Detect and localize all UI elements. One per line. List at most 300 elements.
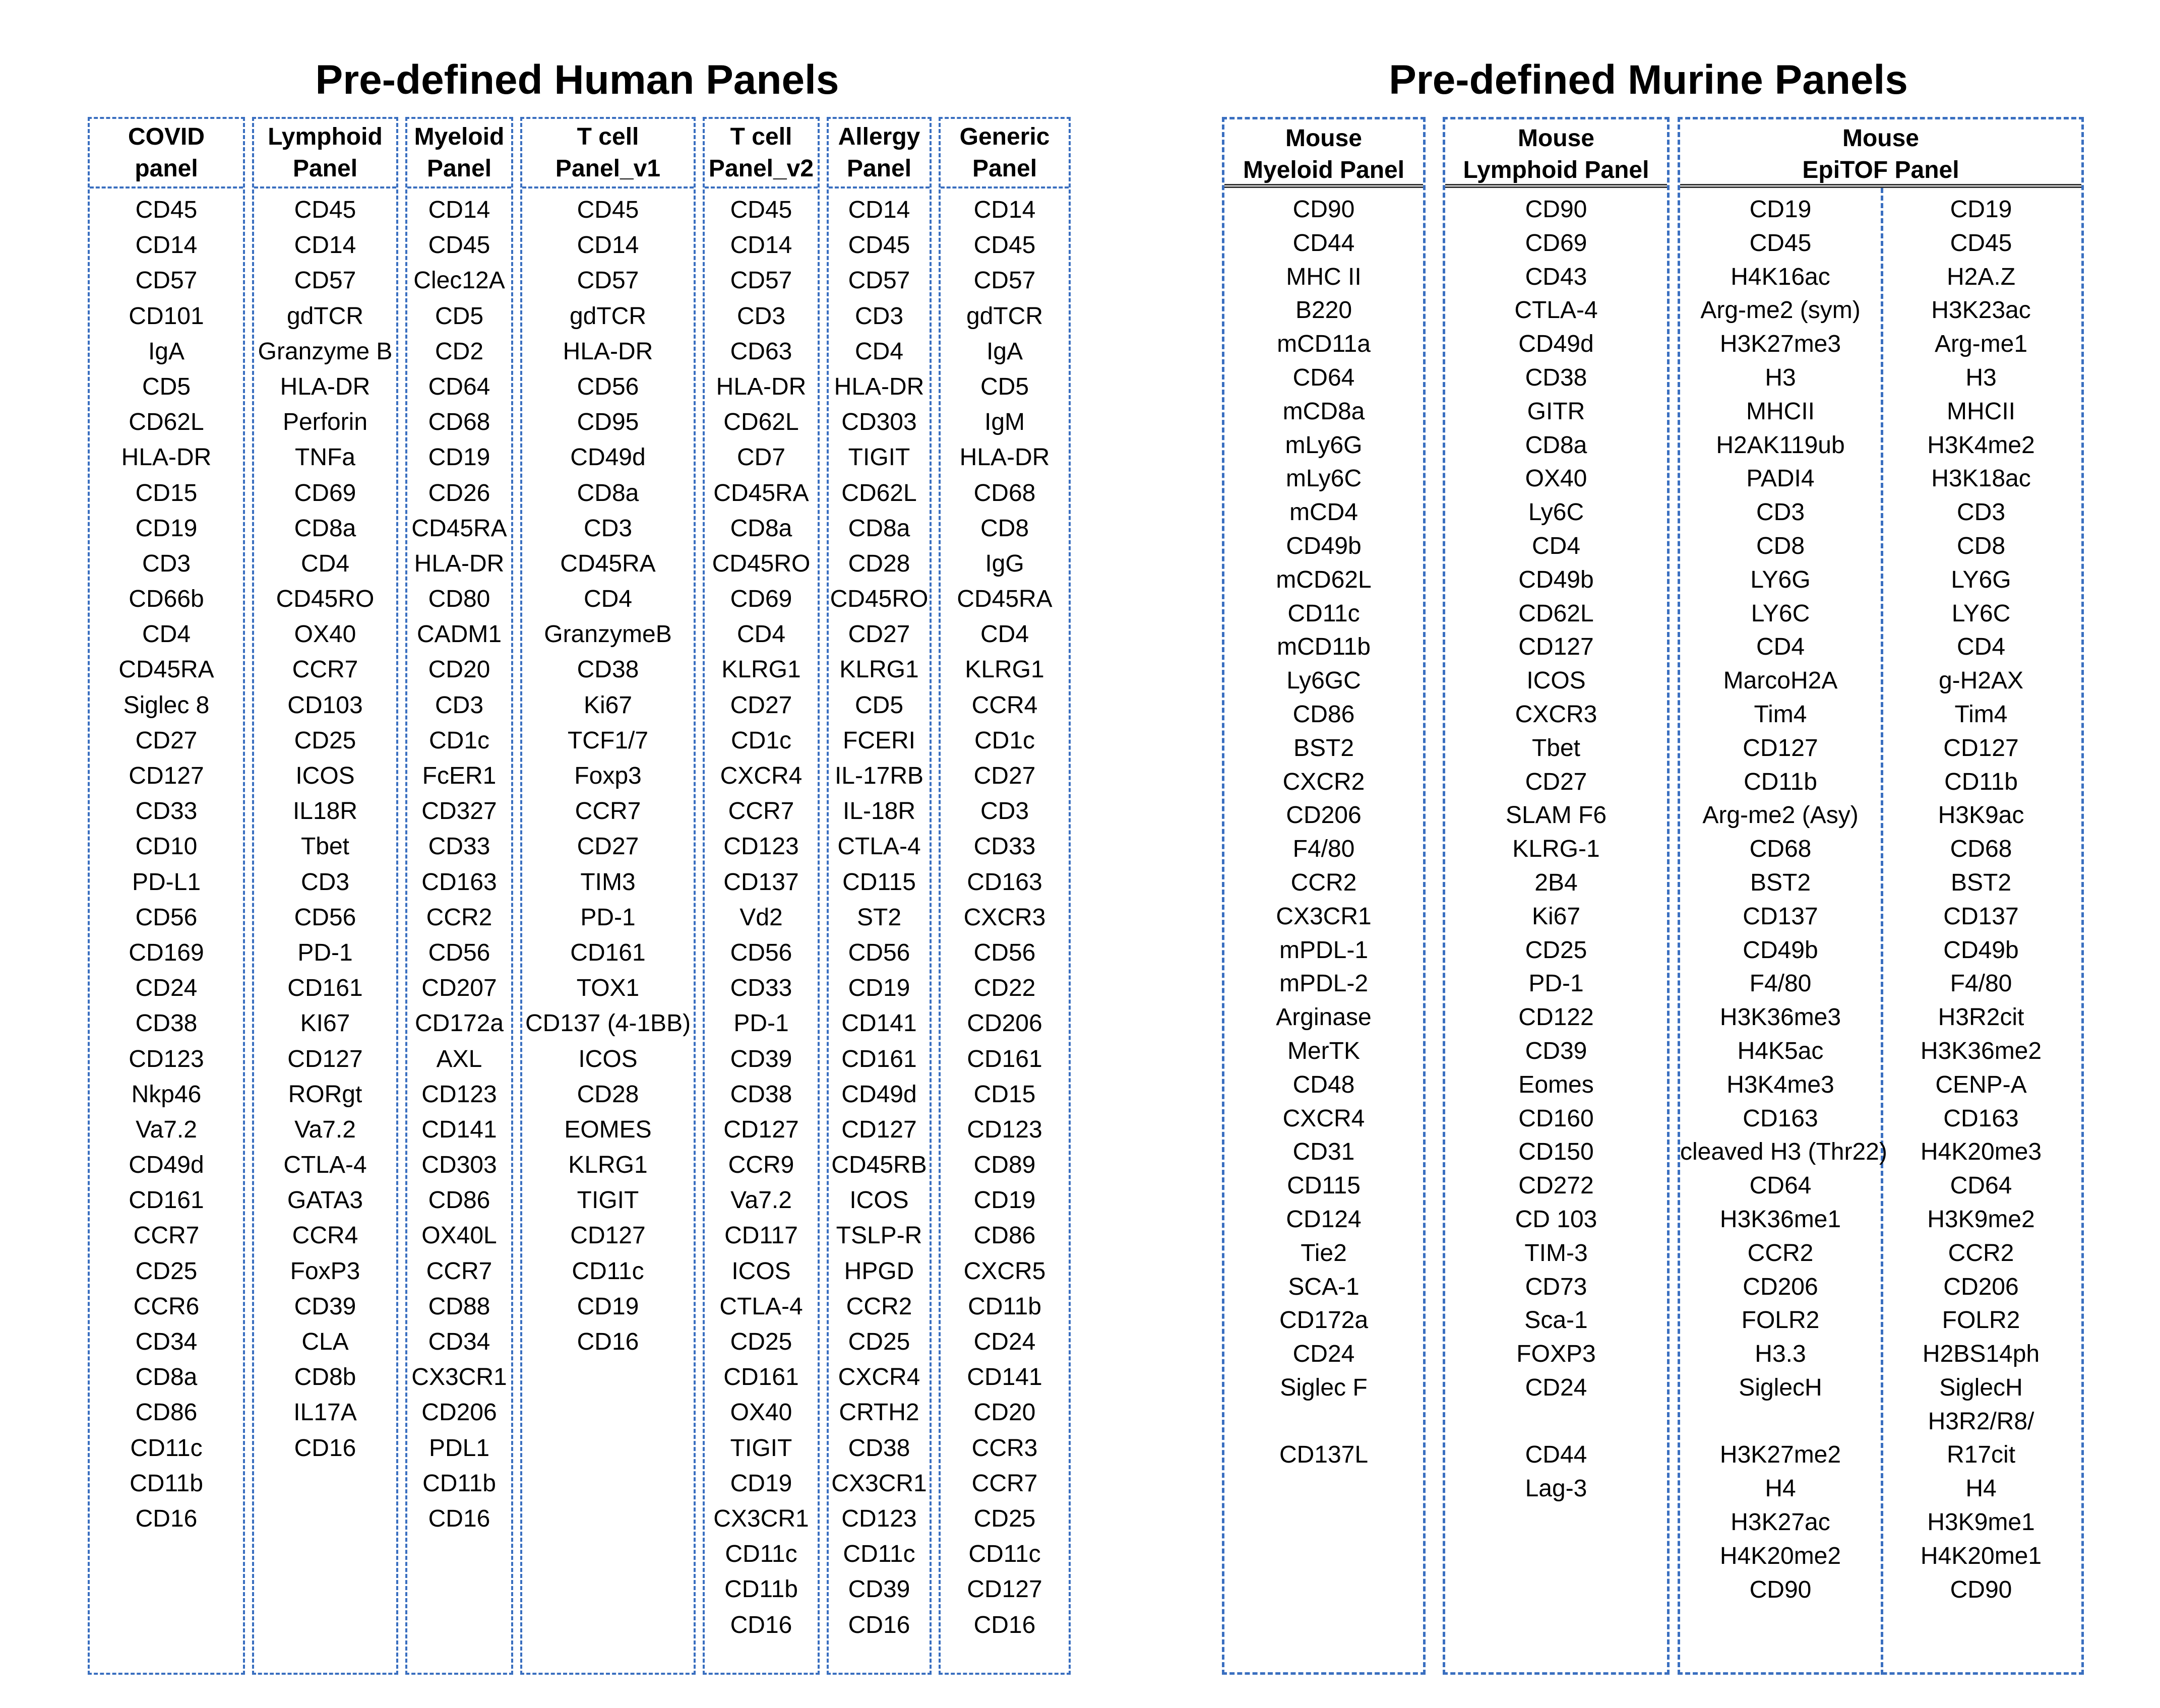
marker-item: CENP-A: [1935, 1071, 2027, 1098]
marker-item: CD68: [428, 409, 490, 436]
marker-item: FOLR2: [1741, 1307, 1820, 1334]
marker-item: OX40: [730, 1399, 792, 1426]
marker-item: CD57: [730, 267, 792, 294]
marker-item: CD48: [1292, 1071, 1355, 1098]
marker-item: Ki67: [583, 691, 633, 719]
marker-item: GITR: [1527, 398, 1585, 425]
marker-item: SiglecH: [1939, 1374, 2023, 1401]
marker-item: CD57: [973, 267, 1036, 294]
marker-item: CD20: [428, 656, 490, 683]
marker-item: CD16: [973, 1611, 1036, 1638]
marker-item: CD14: [135, 232, 198, 259]
marker-item: CD24: [135, 975, 198, 1002]
marker-item: gdTCR: [569, 302, 647, 330]
marker-item: CD33: [428, 833, 490, 860]
marker-item: CCR4: [292, 1222, 358, 1249]
marker-item: SCA-1: [1288, 1273, 1360, 1300]
marker-item: BST2: [1293, 734, 1354, 762]
marker-item: ICOS: [1526, 667, 1586, 694]
mouse-myeloid-panel-column: [1222, 117, 1426, 1675]
marker-item: CD25: [135, 1257, 198, 1285]
marker-item: CD49b: [1286, 532, 1362, 559]
marker-item: CD16: [428, 1505, 490, 1532]
marker-item: CD26: [428, 479, 490, 507]
marker-item: Ly6GC: [1286, 667, 1361, 694]
marker-item: CD163: [1943, 1105, 2019, 1132]
marker-item: CD45RA: [713, 479, 809, 507]
marker-item: H3K4me2: [1927, 431, 2035, 459]
marker-item: PD-1: [297, 939, 353, 966]
marker-item: Siglec F: [1280, 1374, 1368, 1401]
marker-item: CD3: [142, 550, 191, 577]
marker-item: CXCR3: [1515, 701, 1597, 728]
marker-item: H3K27me2: [1719, 1441, 1841, 1469]
marker-item: CD5: [142, 373, 191, 400]
marker-item: CD25: [730, 1329, 792, 1355]
marker-item: CD45: [294, 197, 356, 223]
marker-list: [1445, 189, 1667, 1506]
marker-item: [1445, 1405, 1667, 1439]
marker-item: CD24: [1525, 1374, 1587, 1401]
marker-item: CD172a: [414, 1010, 504, 1037]
marker-list: [1224, 189, 1423, 1472]
marker-item: CD86: [428, 1187, 490, 1214]
marker-item: CD56: [730, 939, 792, 966]
marker-item: CD4: [854, 338, 904, 365]
marker-item: CD8a: [848, 515, 910, 542]
marker-item: CD64: [428, 373, 490, 400]
marker-item: CD161: [570, 939, 646, 966]
marker-item: CD8a: [730, 515, 792, 542]
marker-item: CD11b: [724, 1576, 798, 1603]
marker-item: CD141: [967, 1364, 1042, 1391]
marker-item: CD1c: [428, 727, 490, 754]
column-header: Mouse EpiTOF Panel: [1802, 124, 1959, 183]
marker-item: CD95: [577, 409, 639, 436]
marker-item: CD19: [848, 975, 910, 1002]
marker-item: CD22: [973, 975, 1036, 1002]
marker-item: CD123: [421, 1081, 497, 1108]
marker-item: F4/80: [1292, 836, 1355, 863]
marker-item: CD68: [1950, 836, 2012, 863]
marker-item: H3K23ac: [1931, 297, 2031, 324]
marker-item: CCR2: [426, 904, 492, 931]
marker-item: CD206: [967, 1010, 1042, 1037]
marker-item: OX40: [294, 621, 356, 648]
marker-item: mCD62L: [1276, 566, 1372, 593]
marker-item: Va7.2: [136, 1116, 197, 1143]
marker-item: IgG: [985, 550, 1024, 577]
marker-item: CD127: [1743, 734, 1818, 762]
marker-item: CD19: [1950, 196, 2012, 223]
marker-item: BST2: [1750, 869, 1811, 896]
marker-item: CD123: [967, 1116, 1042, 1143]
marker-item: CD56: [973, 939, 1036, 966]
marker-item: KI67: [300, 1010, 350, 1037]
marker-item: CCR2: [846, 1293, 912, 1320]
marker-item: CD38: [577, 656, 639, 683]
marker-item: CD19: [428, 444, 490, 471]
marker-item: CD3: [583, 515, 633, 542]
marker-item: H3K9me1: [1927, 1509, 2035, 1536]
marker-item: H3K36me3: [1719, 1004, 1841, 1031]
marker-item: CD63: [730, 338, 792, 365]
marker-item: CD44: [1292, 229, 1355, 257]
marker-item: Arg-me1: [1934, 331, 2028, 358]
marker-item: CD25: [973, 1505, 1036, 1532]
marker-item: CD80: [428, 586, 490, 613]
marker-item: HLA-DR: [716, 373, 807, 400]
marker-item: CD24: [1292, 1341, 1355, 1368]
marker-item: CD123: [129, 1045, 204, 1072]
column-header: COVID panel: [90, 119, 243, 188]
marker-item: CD206: [1943, 1273, 2019, 1300]
marker-item: CD11c: [572, 1257, 644, 1285]
marker-item: MerTK: [1287, 1037, 1360, 1064]
marker-item: CD11c: [1287, 600, 1360, 627]
marker-item: CD207: [421, 975, 497, 1002]
marker-item: CCR6: [133, 1293, 200, 1320]
marker-item: CD123: [723, 833, 799, 860]
marker-item: FcER1: [422, 763, 497, 789]
marker-item: CD56: [848, 939, 910, 966]
marker-item: CD161: [129, 1187, 204, 1214]
marker-item: CD28: [577, 1081, 639, 1108]
marker-item: H3K4me3: [1726, 1071, 1834, 1098]
marker-item: CD39: [1525, 1037, 1587, 1064]
marker-item: CX3CR1: [411, 1364, 507, 1391]
marker-item: Va7.2: [294, 1116, 356, 1143]
marker-item: CD127: [287, 1045, 363, 1072]
marker-item: H3.3: [1755, 1341, 1806, 1368]
epitof-right-subcolumn: [1881, 189, 2081, 1672]
marker-item: CD69: [730, 586, 792, 613]
marker-item: LY6C: [1951, 600, 2011, 627]
marker-item: CD27: [135, 727, 198, 754]
marker-item: FoxP3: [290, 1257, 360, 1285]
marker-item: PD-1: [1528, 970, 1584, 997]
column-header: Mouse Myeloid Panel: [1243, 124, 1405, 183]
marker-item: Clec12A: [413, 267, 505, 294]
column-header: Lymphoid Panel: [254, 119, 396, 188]
marker-item: CD39: [848, 1576, 910, 1603]
marker-item: mPDL-1: [1279, 936, 1369, 964]
marker-item: CXCR2: [1282, 768, 1365, 795]
marker-item: Lag-3: [1525, 1475, 1587, 1502]
column-header: T cell Panel_v1: [522, 119, 694, 188]
marker-item: CD56: [294, 904, 356, 931]
marker-item: CD127: [1518, 634, 1594, 661]
marker-item: CD45: [428, 232, 490, 259]
marker-item: CCR7: [575, 798, 641, 825]
marker-item: Perforin: [282, 409, 368, 436]
marker-item: Granzyme B: [258, 338, 393, 365]
marker-item: CD5: [980, 373, 1029, 400]
marker-item: CD11c: [130, 1434, 203, 1462]
marker-item: CD8: [1956, 532, 2006, 559]
marker-item: mCD11b: [1277, 634, 1371, 661]
marker-item: H3K9me2: [1927, 1206, 2035, 1233]
marker-item: H3: [1765, 364, 1796, 391]
marker-item: BST2: [1950, 869, 2012, 896]
marker-item: CD90: [1950, 1576, 2012, 1603]
marker-item: [1680, 1405, 1881, 1439]
marker-item: CD49d: [129, 1152, 204, 1179]
marker-item: CD64: [1950, 1172, 2012, 1199]
marker-item: CD163: [421, 868, 497, 896]
marker-item: KLRG1: [965, 656, 1044, 683]
marker-item: CD8: [1756, 532, 1805, 559]
marker-item: CD45: [1749, 229, 1812, 257]
marker-item: MHCII: [1746, 398, 1815, 425]
marker-item: CD161: [841, 1045, 917, 1072]
marker-item: KLRG-1: [1512, 836, 1600, 863]
marker-item: IL17A: [293, 1399, 357, 1426]
marker-item: CD69: [294, 479, 356, 507]
marker-item: H3K27me3: [1719, 331, 1841, 358]
marker-item: CD5: [435, 302, 484, 330]
murine-panels-table: [0, 117, 2160, 1675]
marker-item: CD34: [428, 1329, 490, 1355]
marker-item: Ly6C: [1528, 499, 1584, 526]
marker-item: CXCR5: [963, 1257, 1046, 1285]
marker-item: CD16: [730, 1611, 792, 1638]
marker-item: CD7: [736, 444, 786, 471]
marker-item: mCD8a: [1282, 398, 1365, 425]
marker-item: gdTCR: [966, 302, 1043, 330]
marker-item: CD45RA: [957, 586, 1053, 613]
marker-item: Tie2: [1301, 1239, 1347, 1267]
marker-item: CD172a: [1279, 1307, 1369, 1334]
marker-item: CD73: [1525, 1273, 1587, 1300]
marker-item: CD303: [421, 1152, 497, 1179]
marker-item: F4/80: [1950, 970, 2012, 997]
marker-item: CD39: [730, 1045, 792, 1072]
human-panels-title: Pre-defined Human Panels: [315, 57, 839, 103]
marker-item: CD38: [1525, 364, 1587, 391]
header-rule: [1445, 184, 1667, 188]
marker-item: CD161: [967, 1045, 1042, 1072]
marker-item: TIGIT: [730, 1434, 792, 1462]
marker-item: ICOS: [578, 1045, 638, 1072]
marker-item: CD141: [841, 1010, 917, 1037]
marker-item: CD137 (4-1BB): [525, 1010, 691, 1037]
marker-item: CCR7: [971, 1470, 1038, 1497]
marker-item: [1224, 1405, 1423, 1439]
marker-item: H4K20me1: [1920, 1542, 2042, 1569]
marker-item: KLRG1: [839, 656, 919, 683]
marker-item: PD-1: [580, 904, 636, 931]
marker-item: CD8b: [294, 1364, 356, 1391]
marker-item: CXCR4: [720, 763, 803, 789]
marker-item: CD4: [980, 621, 1029, 648]
marker-item: CD3: [435, 691, 484, 719]
marker-item: R17cit: [1946, 1441, 2016, 1469]
marker-item: CD10: [135, 833, 198, 860]
marker-item: CD115: [1287, 1172, 1361, 1199]
marker-item: CD45RA: [411, 515, 507, 542]
marker-item: g-H2AX: [1938, 667, 2024, 694]
header-rule: [1224, 184, 1423, 188]
marker-item: PD-1: [733, 1010, 789, 1037]
marker-item: CXCR4: [838, 1364, 920, 1391]
marker-item: MHC II: [1286, 263, 1362, 290]
marker-item: FCERI: [843, 727, 915, 754]
marker-item: Tim4: [1954, 701, 2008, 728]
marker-item: TIM3: [580, 868, 636, 896]
marker-item: CD11c: [725, 1541, 797, 1568]
marker-item: PADI4: [1746, 465, 1815, 492]
marker-item: CD68: [1749, 836, 1812, 863]
marker-item: CD19: [577, 1293, 639, 1320]
marker-item: CD45: [1950, 229, 2012, 257]
marker-item: CD160: [1518, 1105, 1594, 1132]
marker-item: CD86: [135, 1399, 198, 1426]
marker-item: TIGIT: [848, 444, 910, 471]
header-rule: [1680, 184, 2081, 188]
marker-item: CD161: [287, 975, 363, 1002]
marker-item: TSLP-R: [836, 1222, 922, 1249]
marker-item: H2A.Z: [1946, 263, 2016, 290]
marker-item: CD127: [570, 1222, 646, 1249]
marker-item: SiglecH: [1739, 1374, 1822, 1401]
marker-list: [1680, 189, 1887, 1607]
marker-item: CD45: [973, 232, 1036, 259]
marker-item: CD101: [129, 302, 204, 330]
marker-item: CD45: [577, 197, 639, 223]
marker-item: CD127: [967, 1576, 1042, 1603]
marker-item: CD19: [1749, 196, 1812, 223]
marker-item: H3R2/R8/: [1928, 1408, 2034, 1435]
marker-item: CD11b: [1944, 768, 2018, 795]
mouse-epitof-panel-column: [1678, 117, 2084, 1675]
marker-item: CD45RA: [118, 656, 214, 683]
marker-item: CCR3: [971, 1434, 1038, 1462]
marker-item: CD127: [841, 1116, 917, 1143]
marker-item: CD4: [300, 550, 350, 577]
marker-item: CD8a: [1525, 431, 1587, 459]
marker-item: CD45RO: [276, 586, 375, 613]
marker-item: CD163: [1743, 1105, 1818, 1132]
marker-item: CD56: [428, 939, 490, 966]
marker-item: CTLA-4: [719, 1293, 803, 1320]
marker-item: CD15: [973, 1081, 1036, 1108]
marker-item: TCF1/7: [567, 727, 649, 754]
marker-item: H4K5ac: [1737, 1037, 1824, 1064]
marker-item: CD8: [980, 515, 1029, 542]
marker-item: CX3CR1: [1276, 903, 1372, 930]
marker-item: PD-L1: [132, 868, 201, 896]
marker-item: CD272: [1518, 1172, 1594, 1199]
marker-item: CD45: [848, 232, 910, 259]
marker-item: CD 103: [1515, 1206, 1597, 1233]
marker-item: CD137: [1743, 903, 1818, 930]
marker-item: IL-18R: [842, 798, 916, 825]
marker-item: CD49b: [1943, 936, 2019, 964]
marker-item: ICOS: [295, 763, 355, 789]
marker-item: IgM: [984, 409, 1025, 436]
marker-item: CD3: [1956, 499, 2006, 526]
marker-item: KLRG1: [721, 656, 801, 683]
marker-item: CD33: [135, 798, 198, 825]
marker-item: CD137: [723, 868, 799, 896]
marker-item: CD25: [294, 727, 356, 754]
marker-item: Tim4: [1754, 701, 1807, 728]
column-header: Allergy Panel: [829, 119, 930, 188]
marker-item: CD62L: [1518, 600, 1594, 627]
marker-item: ST2: [856, 904, 902, 931]
marker-item: CD90: [1749, 1576, 1812, 1603]
marker-item: H3K36me1: [1719, 1206, 1841, 1233]
marker-item: CTLA-4: [837, 833, 921, 860]
marker-item: CD45RO: [830, 586, 929, 613]
marker-item: gdTCR: [286, 302, 364, 330]
marker-item: CD49d: [570, 444, 646, 471]
marker-item: H3R2cit: [1938, 1004, 2024, 1031]
marker-item: CD14: [730, 232, 792, 259]
marker-item: mLy6C: [1285, 465, 1362, 492]
marker-item: CCR4: [971, 691, 1038, 719]
marker-list: [1881, 189, 2081, 1607]
marker-item: CD44: [1525, 1441, 1587, 1469]
marker-item: CD16: [135, 1505, 198, 1532]
marker-item: CD1c: [730, 727, 792, 754]
marker-item: CD8a: [294, 515, 356, 542]
marker-item: CD19: [135, 515, 198, 542]
marker-item: H3K18ac: [1931, 465, 2031, 492]
marker-item: CD103: [287, 691, 363, 719]
marker-item: CD38: [848, 1434, 910, 1462]
marker-item: 2B4: [1534, 869, 1578, 896]
marker-item: CD14: [973, 197, 1036, 223]
marker-item: GranzymeB: [544, 621, 672, 648]
marker-item: CD150: [1518, 1138, 1594, 1166]
marker-item: CD137: [1943, 903, 2019, 930]
marker-item: CD27: [730, 691, 792, 719]
marker-item: CD8a: [577, 479, 639, 507]
marker-item: CD25: [1525, 936, 1587, 964]
marker-item: Nkp46: [131, 1081, 202, 1108]
marker-item: H4: [1765, 1475, 1796, 1502]
marker-item: H3K27ac: [1731, 1509, 1830, 1536]
marker-item: FOLR2: [1942, 1307, 2020, 1334]
marker-item: CCR2: [1747, 1239, 1814, 1267]
marker-item: Ki67: [1531, 903, 1581, 930]
marker-item: CD16: [848, 1611, 910, 1638]
marker-item: CD49b: [1518, 566, 1594, 593]
marker-item: CD19: [730, 1470, 792, 1497]
marker-item: CXCR4: [1282, 1105, 1365, 1132]
marker-item: TOX1: [576, 975, 640, 1002]
marker-item: CD66b: [129, 586, 204, 613]
column-header: Mouse Lymphoid Panel: [1463, 124, 1649, 183]
marker-item: GATA3: [287, 1187, 363, 1214]
marker-item: CD89: [973, 1152, 1036, 1179]
marker-item: CD62L: [723, 409, 799, 436]
marker-item: CD3: [736, 302, 786, 330]
marker-item: CD137L: [1279, 1441, 1369, 1469]
marker-item: CD8a: [135, 1364, 198, 1391]
marker-item: CD38: [730, 1081, 792, 1108]
marker-item: CD27: [973, 763, 1036, 789]
marker-item: CD43: [1525, 263, 1587, 290]
marker-item: CTLA-4: [1514, 297, 1598, 324]
marker-item: CD57: [848, 267, 910, 294]
marker-item: B220: [1295, 297, 1352, 324]
marker-item: CD3: [854, 302, 904, 330]
marker-item: CD169: [129, 939, 204, 966]
marker-item: OX40L: [421, 1222, 497, 1249]
